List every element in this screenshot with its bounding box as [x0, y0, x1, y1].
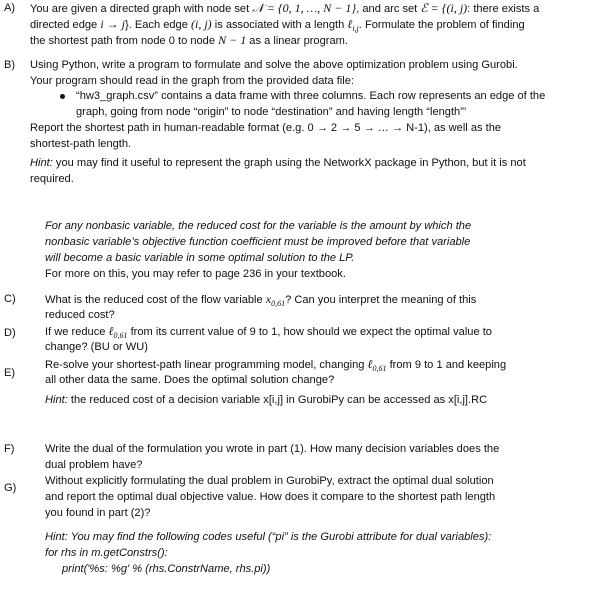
problem-b-line-1: Using Python, write a program to formulate and solve the above optimization problem using Gurobi. [30, 59, 518, 71]
text-run: the reduced cost of a decision variable x[i,j] in GurobiPy can be accessed as x[i,j].RC [67, 394, 488, 406]
math-node-set: 𝒩 = {0, 1, …, N − 1} [252, 1, 357, 15]
text-run: If we reduce [45, 326, 109, 338]
problem-b-bullet-line-1: “hw3_graph.csv” contains a data frame with three columns. Each row represents an edge of the [76, 90, 546, 102]
intro-italic-line-2: nonbasic variable’s objective function coefficient must be improved before that variable [45, 236, 471, 248]
text-run: is associated with a length [211, 19, 348, 31]
problem-b-report-line-1: Report the shortest path in human-readable format (e.g. 0 → 2 → 5 → … → N-1), as well as the [30, 122, 502, 134]
final-hint-line-3: print('%s: %g' % (rhs.ConstrName, rhs.pi)) [62, 563, 271, 575]
intro-italic-line-1: For any nonbasic variable, the reduced cost for the variable is the amount by which the [45, 220, 472, 232]
intro-italic-line-3: will become a basic variable in some optimal solution to the LP. [45, 252, 355, 264]
problem-e-hint [45, 393, 487, 408]
problem-b-label: B) [4, 59, 16, 71]
text-run: }. Each edge [124, 19, 191, 31]
text-run: as a linear program. [246, 35, 348, 47]
math-subscript: 0,61 [113, 331, 128, 341]
problem-b-bullet-line-2: graph, going from node “origin” to node “destination” and having length “length”’ [76, 106, 467, 118]
text-run: What is the reduced cost of the flow variable [45, 294, 266, 306]
text-run: , and arc set [356, 3, 421, 15]
bullet-icon [60, 94, 65, 99]
math-last-node: N − 1 [218, 33, 247, 47]
problem-a-label: A) [4, 2, 16, 14]
text-run: : there exists a [467, 3, 540, 15]
text-run: ? Can you interpret the meaning of this [285, 294, 477, 306]
math-subscript: 0,61 [372, 364, 387, 374]
problem-b-line-2: Your program should read in the graph from the provided data file: [30, 75, 354, 87]
text-run: from its current value of 9 to 1, how should we expect the optimal value to [127, 326, 492, 338]
problem-f-label: F) [4, 443, 15, 455]
hint-label: Hint: [45, 394, 68, 406]
hint-label: Hint: [30, 157, 53, 169]
problem-g-label: G) [4, 482, 17, 494]
problem-e-label: E) [4, 367, 16, 379]
text-run: You are given a directed graph with node set [30, 3, 253, 15]
problem-e-line-2: all other data the same. Does the optimal solution change? [45, 374, 335, 386]
math-length: ℓ [108, 324, 114, 338]
problem-b-report-line-2: shortest-path length. [30, 138, 132, 150]
math-length: ℓ [367, 357, 373, 371]
text-run: Re-solve your shortest-path linear programming model, changing [45, 359, 368, 371]
final-hint-line-1: Hint: You may find the following codes useful (“pi” is the Gurobi attribute for dual variables): [45, 531, 492, 543]
math-pair: (i, j) [190, 17, 212, 31]
problem-a-line-3 [30, 33, 348, 49]
math-subscript: 0,61 [271, 299, 286, 309]
math-edge: i → j [100, 17, 125, 31]
text-run: directed edge [30, 19, 101, 31]
text-run: the shortest path from node 0 to node [30, 35, 219, 47]
math-length: ℓ [347, 17, 353, 31]
problem-f-line-1: Write the dual of the formulation you wrote in part (1). How many decision variables does the [45, 443, 500, 455]
problem-d-label: D) [4, 327, 16, 339]
text-run: . Formulate the problem of finding [358, 19, 525, 31]
problem-b-hint-line-1 [30, 156, 526, 171]
text-run: from 9 to 1 and keeping [386, 359, 507, 371]
problem-c-line-2: reduced cost? [45, 309, 115, 321]
problem-g-line-2: and report the optimal dual objective value. How does it compare to the shortest path length [45, 491, 496, 503]
problem-g-line-3: you found in part (2)? [45, 507, 151, 519]
math-arc-set: ℰ = {(i, j) [420, 1, 468, 15]
problem-a-line-1 [30, 1, 539, 17]
final-hint-line-2: for rhs in m.getConstrs(): [45, 547, 168, 559]
intro-reference-line: For more on this, you may refer to page 236 in your textbook. [45, 268, 346, 280]
problem-d-line-2: change? (BU or WU) [45, 341, 148, 353]
problem-c-label: C) [4, 293, 16, 305]
math-variable: x [265, 292, 272, 306]
problem-g-line-1: Without explicitly formulating the dual problem in GurobiPy, extract the optimal dual solution [45, 475, 494, 487]
problem-b-hint-line-2: required. [30, 173, 74, 185]
text-run: you may find it useful to represent the graph using the NetworkX package in Python, but it is not [52, 157, 526, 169]
math-length-subscript: i,j [352, 24, 359, 34]
problem-f-line-2: dual problem have? [45, 459, 143, 471]
